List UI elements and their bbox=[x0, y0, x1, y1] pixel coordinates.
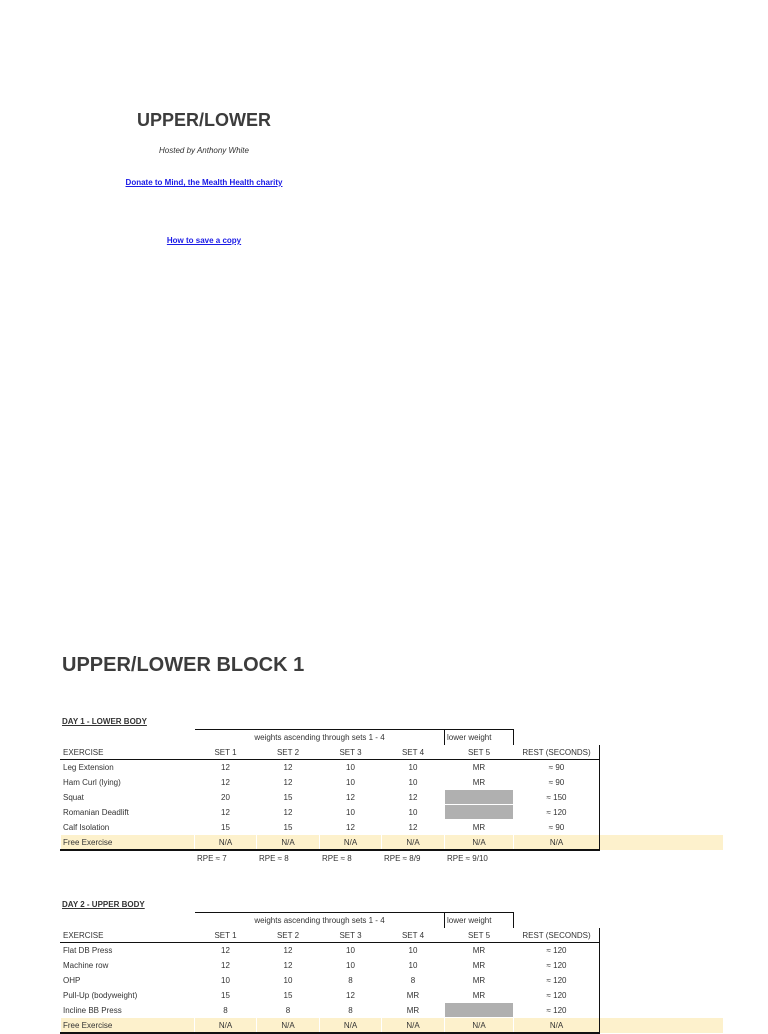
exercise-name: Flat DB Press bbox=[63, 945, 113, 955]
set2-reps: 12 bbox=[257, 958, 320, 973]
exercise-name: Calf Isolation bbox=[63, 822, 110, 832]
exercise-name: Pull-Up (bodyweight) bbox=[63, 990, 138, 1000]
table-row bbox=[61, 805, 724, 820]
header-set1: SET 1 bbox=[195, 928, 257, 943]
header-set4: SET 4 bbox=[382, 745, 445, 760]
set1-reps: 10 bbox=[195, 973, 257, 988]
set2-reps: 15 bbox=[257, 988, 320, 1003]
set3-reps: 12 bbox=[320, 988, 382, 1003]
set1-reps: N/A bbox=[195, 1018, 257, 1034]
table-row bbox=[61, 775, 724, 790]
set1-reps: 20 bbox=[195, 790, 257, 805]
table-row bbox=[61, 1003, 724, 1018]
set2-reps: 15 bbox=[257, 790, 320, 805]
header-exercise: EXERCISE bbox=[61, 745, 195, 760]
day2-table bbox=[60, 912, 724, 1034]
set2-reps: N/A bbox=[257, 1018, 320, 1034]
set5-reps: N/A bbox=[445, 1018, 514, 1034]
rest-seconds: ≈ 120 bbox=[514, 943, 600, 958]
exercise-name: OHP bbox=[63, 975, 81, 985]
ascending-note: weights ascending through sets 1 - 4 bbox=[195, 730, 445, 745]
header-set3: SET 3 bbox=[320, 928, 382, 943]
set3-reps: 10 bbox=[320, 943, 382, 958]
set1-reps: 12 bbox=[195, 775, 257, 790]
set2-reps: 12 bbox=[257, 943, 320, 958]
exercise-name: Squat bbox=[63, 792, 84, 802]
set4-reps: N/A bbox=[382, 835, 445, 851]
set4-reps: 10 bbox=[382, 958, 445, 973]
set4-reps: MR bbox=[382, 988, 445, 1003]
header-exercise: EXERCISE bbox=[61, 928, 195, 943]
set2-reps: 12 bbox=[257, 805, 320, 820]
set4-reps: 8 bbox=[382, 973, 445, 988]
header-rest: REST (SECONDS) bbox=[514, 928, 600, 943]
set4-reps: 10 bbox=[382, 943, 445, 958]
set3-reps: 10 bbox=[320, 775, 382, 790]
exercise-name: Machine row bbox=[63, 960, 109, 970]
header-set5: SET 5 bbox=[445, 928, 514, 943]
set5-reps: N/A bbox=[445, 835, 514, 851]
exercise-name: Free Exercise bbox=[61, 835, 195, 851]
rest-seconds: ≈ 90 bbox=[514, 775, 600, 790]
rest-seconds: ≈ 90 bbox=[514, 760, 600, 775]
rest-seconds: N/A bbox=[514, 835, 600, 851]
group-header-row bbox=[61, 730, 724, 745]
exercise-name: Ham Curl (lying) bbox=[63, 777, 121, 787]
group-header-row bbox=[61, 913, 724, 928]
table-row bbox=[61, 760, 724, 775]
rpe-set3: RPE ≈ 8 bbox=[322, 853, 352, 863]
set5-reps: MR bbox=[445, 988, 514, 1003]
rest-seconds: ≈ 120 bbox=[514, 805, 600, 820]
ascending-note: weights ascending through sets 1 - 4 bbox=[195, 913, 445, 928]
set1-reps: 12 bbox=[195, 805, 257, 820]
set3-reps: 8 bbox=[320, 1003, 382, 1018]
header-rest: REST (SECONDS) bbox=[514, 745, 600, 760]
free-exercise-row bbox=[61, 1018, 724, 1034]
how-to-save-link[interactable]: How to save a copy bbox=[166, 236, 242, 245]
set5-reps: MR bbox=[445, 820, 514, 835]
set1-reps: N/A bbox=[195, 835, 257, 851]
set3-reps: 10 bbox=[320, 760, 382, 775]
rpe-set5: RPE ≈ 9/10 bbox=[447, 853, 488, 863]
header-set5: SET 5 bbox=[445, 745, 514, 760]
set5-reps: MR bbox=[445, 760, 514, 775]
set5-reps: MR bbox=[445, 775, 514, 790]
set2-reps: 10 bbox=[257, 973, 320, 988]
table-row bbox=[61, 943, 724, 958]
set2-reps: 12 bbox=[257, 775, 320, 790]
rest-seconds: ≈ 120 bbox=[514, 1003, 600, 1018]
day2-title: DAY 2 - UPPER BODY bbox=[62, 900, 145, 909]
exercise-name: Free Exercise bbox=[61, 1018, 195, 1034]
set3-reps: 10 bbox=[320, 958, 382, 973]
header-set2: SET 2 bbox=[257, 928, 320, 943]
rpe-set2: RPE ≈ 8 bbox=[259, 853, 289, 863]
set1-reps: 12 bbox=[195, 943, 257, 958]
set4-reps: N/A bbox=[382, 1018, 445, 1034]
block-title: UPPER/LOWER BLOCK 1 bbox=[62, 654, 305, 676]
set4-reps: 10 bbox=[382, 760, 445, 775]
set4-reps: MR bbox=[382, 1003, 445, 1018]
table-row bbox=[61, 790, 724, 805]
set5-blocked-cell bbox=[445, 790, 514, 805]
set4-reps: 12 bbox=[382, 790, 445, 805]
rpe-set4: RPE ≈ 8/9 bbox=[384, 853, 421, 863]
set5-reps: MR bbox=[445, 943, 514, 958]
set1-reps: 15 bbox=[195, 988, 257, 1003]
set3-reps: N/A bbox=[320, 835, 382, 851]
set2-reps: N/A bbox=[257, 835, 320, 851]
header-set2: SET 2 bbox=[257, 745, 320, 760]
hosted-by-text: Hosted by Anthony White bbox=[159, 146, 249, 155]
set4-reps: 10 bbox=[382, 775, 445, 790]
rest-seconds: N/A bbox=[514, 1018, 600, 1034]
rpe-row bbox=[61, 850, 724, 866]
set5-reps: MR bbox=[445, 958, 514, 973]
donate-link[interactable]: Donate to Mind, the Mealth Health charity bbox=[125, 178, 283, 187]
set4-reps: 12 bbox=[382, 820, 445, 835]
exercise-name: Leg Extension bbox=[63, 762, 114, 772]
set5-blocked-cell bbox=[445, 1003, 514, 1018]
set5-blocked-cell bbox=[445, 805, 514, 820]
set3-reps: 12 bbox=[320, 820, 382, 835]
table-header-row bbox=[61, 745, 724, 760]
rest-seconds: ≈ 120 bbox=[514, 973, 600, 988]
rpe-set1: RPE ≈ 7 bbox=[197, 853, 227, 863]
exercise-name: Romanian Deadlift bbox=[63, 807, 129, 817]
set4-reps: 10 bbox=[382, 805, 445, 820]
table-row bbox=[61, 958, 724, 973]
set1-reps: 8 bbox=[195, 1003, 257, 1018]
table-header-row bbox=[61, 928, 724, 943]
day1-title: DAY 1 - LOWER BODY bbox=[62, 717, 147, 726]
rest-seconds: ≈ 90 bbox=[514, 820, 600, 835]
set1-reps: 12 bbox=[195, 760, 257, 775]
rest-seconds: ≈ 120 bbox=[514, 958, 600, 973]
day1-table bbox=[60, 729, 724, 866]
table-row bbox=[61, 820, 724, 835]
set3-reps: 10 bbox=[320, 805, 382, 820]
lower-weight-note: lower weight bbox=[445, 730, 514, 745]
free-exercise-row bbox=[61, 835, 724, 851]
set5-reps: MR bbox=[445, 973, 514, 988]
set2-reps: 8 bbox=[257, 1003, 320, 1018]
set3-reps: 12 bbox=[320, 790, 382, 805]
set3-reps: 8 bbox=[320, 973, 382, 988]
table-row bbox=[61, 973, 724, 988]
header-set4: SET 4 bbox=[382, 928, 445, 943]
rest-seconds: ≈ 150 bbox=[514, 790, 600, 805]
lower-weight-note: lower weight bbox=[445, 913, 514, 928]
rest-seconds: ≈ 120 bbox=[514, 988, 600, 1003]
header-set1: SET 1 bbox=[195, 745, 257, 760]
set1-reps: 15 bbox=[195, 820, 257, 835]
page-title: UPPER/LOWER bbox=[136, 110, 271, 130]
set2-reps: 15 bbox=[257, 820, 320, 835]
exercise-name: Incline BB Press bbox=[63, 1005, 122, 1015]
set3-reps: N/A bbox=[320, 1018, 382, 1034]
table-row bbox=[61, 988, 724, 1003]
set1-reps: 12 bbox=[195, 958, 257, 973]
set2-reps: 12 bbox=[257, 760, 320, 775]
header-set3: SET 3 bbox=[320, 745, 382, 760]
